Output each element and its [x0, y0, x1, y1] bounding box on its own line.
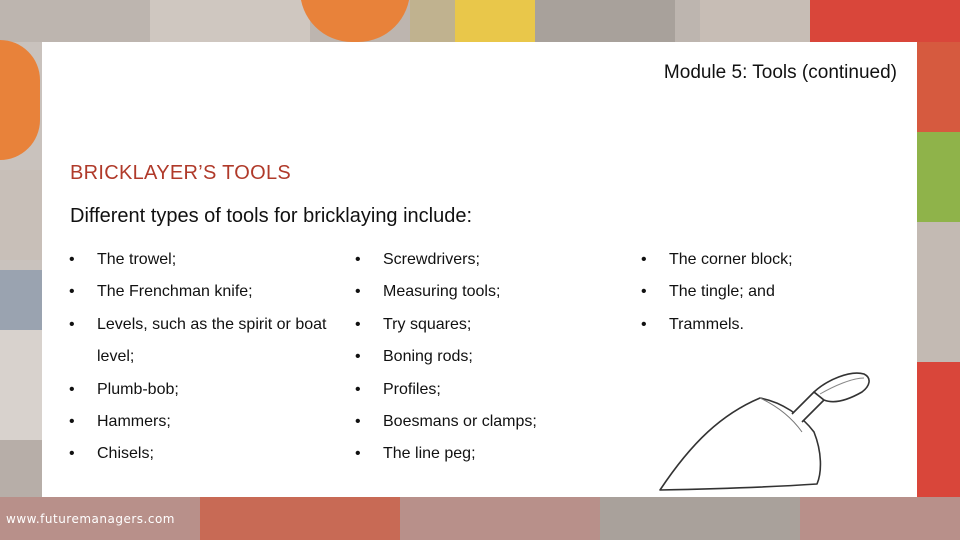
bullet-icon: • — [355, 380, 361, 398]
list-item-text: Trammels. — [669, 315, 744, 333]
trowel-illustration — [652, 372, 882, 497]
list-item-text: Levels, such as the spirit or boat — [97, 315, 327, 333]
intro-text: Different types of tools for bricklaying include: — [70, 205, 473, 227]
bullet-icon: • — [355, 251, 361, 268]
list-item-text: Hammers; — [97, 412, 171, 430]
bullet-icon: • — [69, 380, 75, 398]
list-item-text: Try squares; — [383, 315, 472, 333]
bullet-icon: • — [69, 315, 75, 333]
list-item-text: Boning rods; — [383, 348, 473, 366]
list-item-text: Screwdrivers; — [383, 251, 480, 268]
bullet-icon: • — [69, 283, 75, 301]
section-title: BRICKLAYER’S TOOLS — [70, 162, 292, 184]
bullet-icon: • — [641, 283, 647, 301]
list-item-text: The tingle; and — [669, 283, 775, 301]
bullet-icon: • — [355, 445, 361, 463]
list-item-text: The trowel; — [97, 251, 177, 268]
bullet-icon: • — [641, 315, 647, 333]
list-item-text: Profiles; — [383, 380, 441, 398]
list-item-text: The line peg; — [383, 445, 476, 463]
list-item-text: Boesmans or clamps; — [383, 412, 537, 430]
list-item-text: The Frenchman knife; — [97, 283, 253, 301]
list-item-text: The corner block; — [669, 251, 793, 268]
bullet-icon: • — [69, 445, 75, 463]
list-item-text: Chisels; — [97, 445, 154, 463]
bullet-icon: • — [355, 348, 361, 366]
bullet-icon: • — [355, 412, 361, 430]
bullet-icon: • — [355, 283, 361, 301]
list-item-text: Measuring tools; — [383, 283, 501, 301]
website-url[interactable]: www.futuremanagers.com — [6, 512, 175, 526]
list-item-text: Plumb-bob; — [97, 380, 179, 398]
list-item-text: level; — [97, 348, 135, 366]
bullet-icon: • — [641, 251, 647, 268]
bullet-icon: • — [69, 412, 75, 430]
module-title: Module 5: Tools (continued) — [663, 62, 897, 83]
bullet-icon: • — [355, 315, 361, 333]
slide-card — [42, 42, 917, 497]
bullet-icon: • — [69, 251, 75, 268]
